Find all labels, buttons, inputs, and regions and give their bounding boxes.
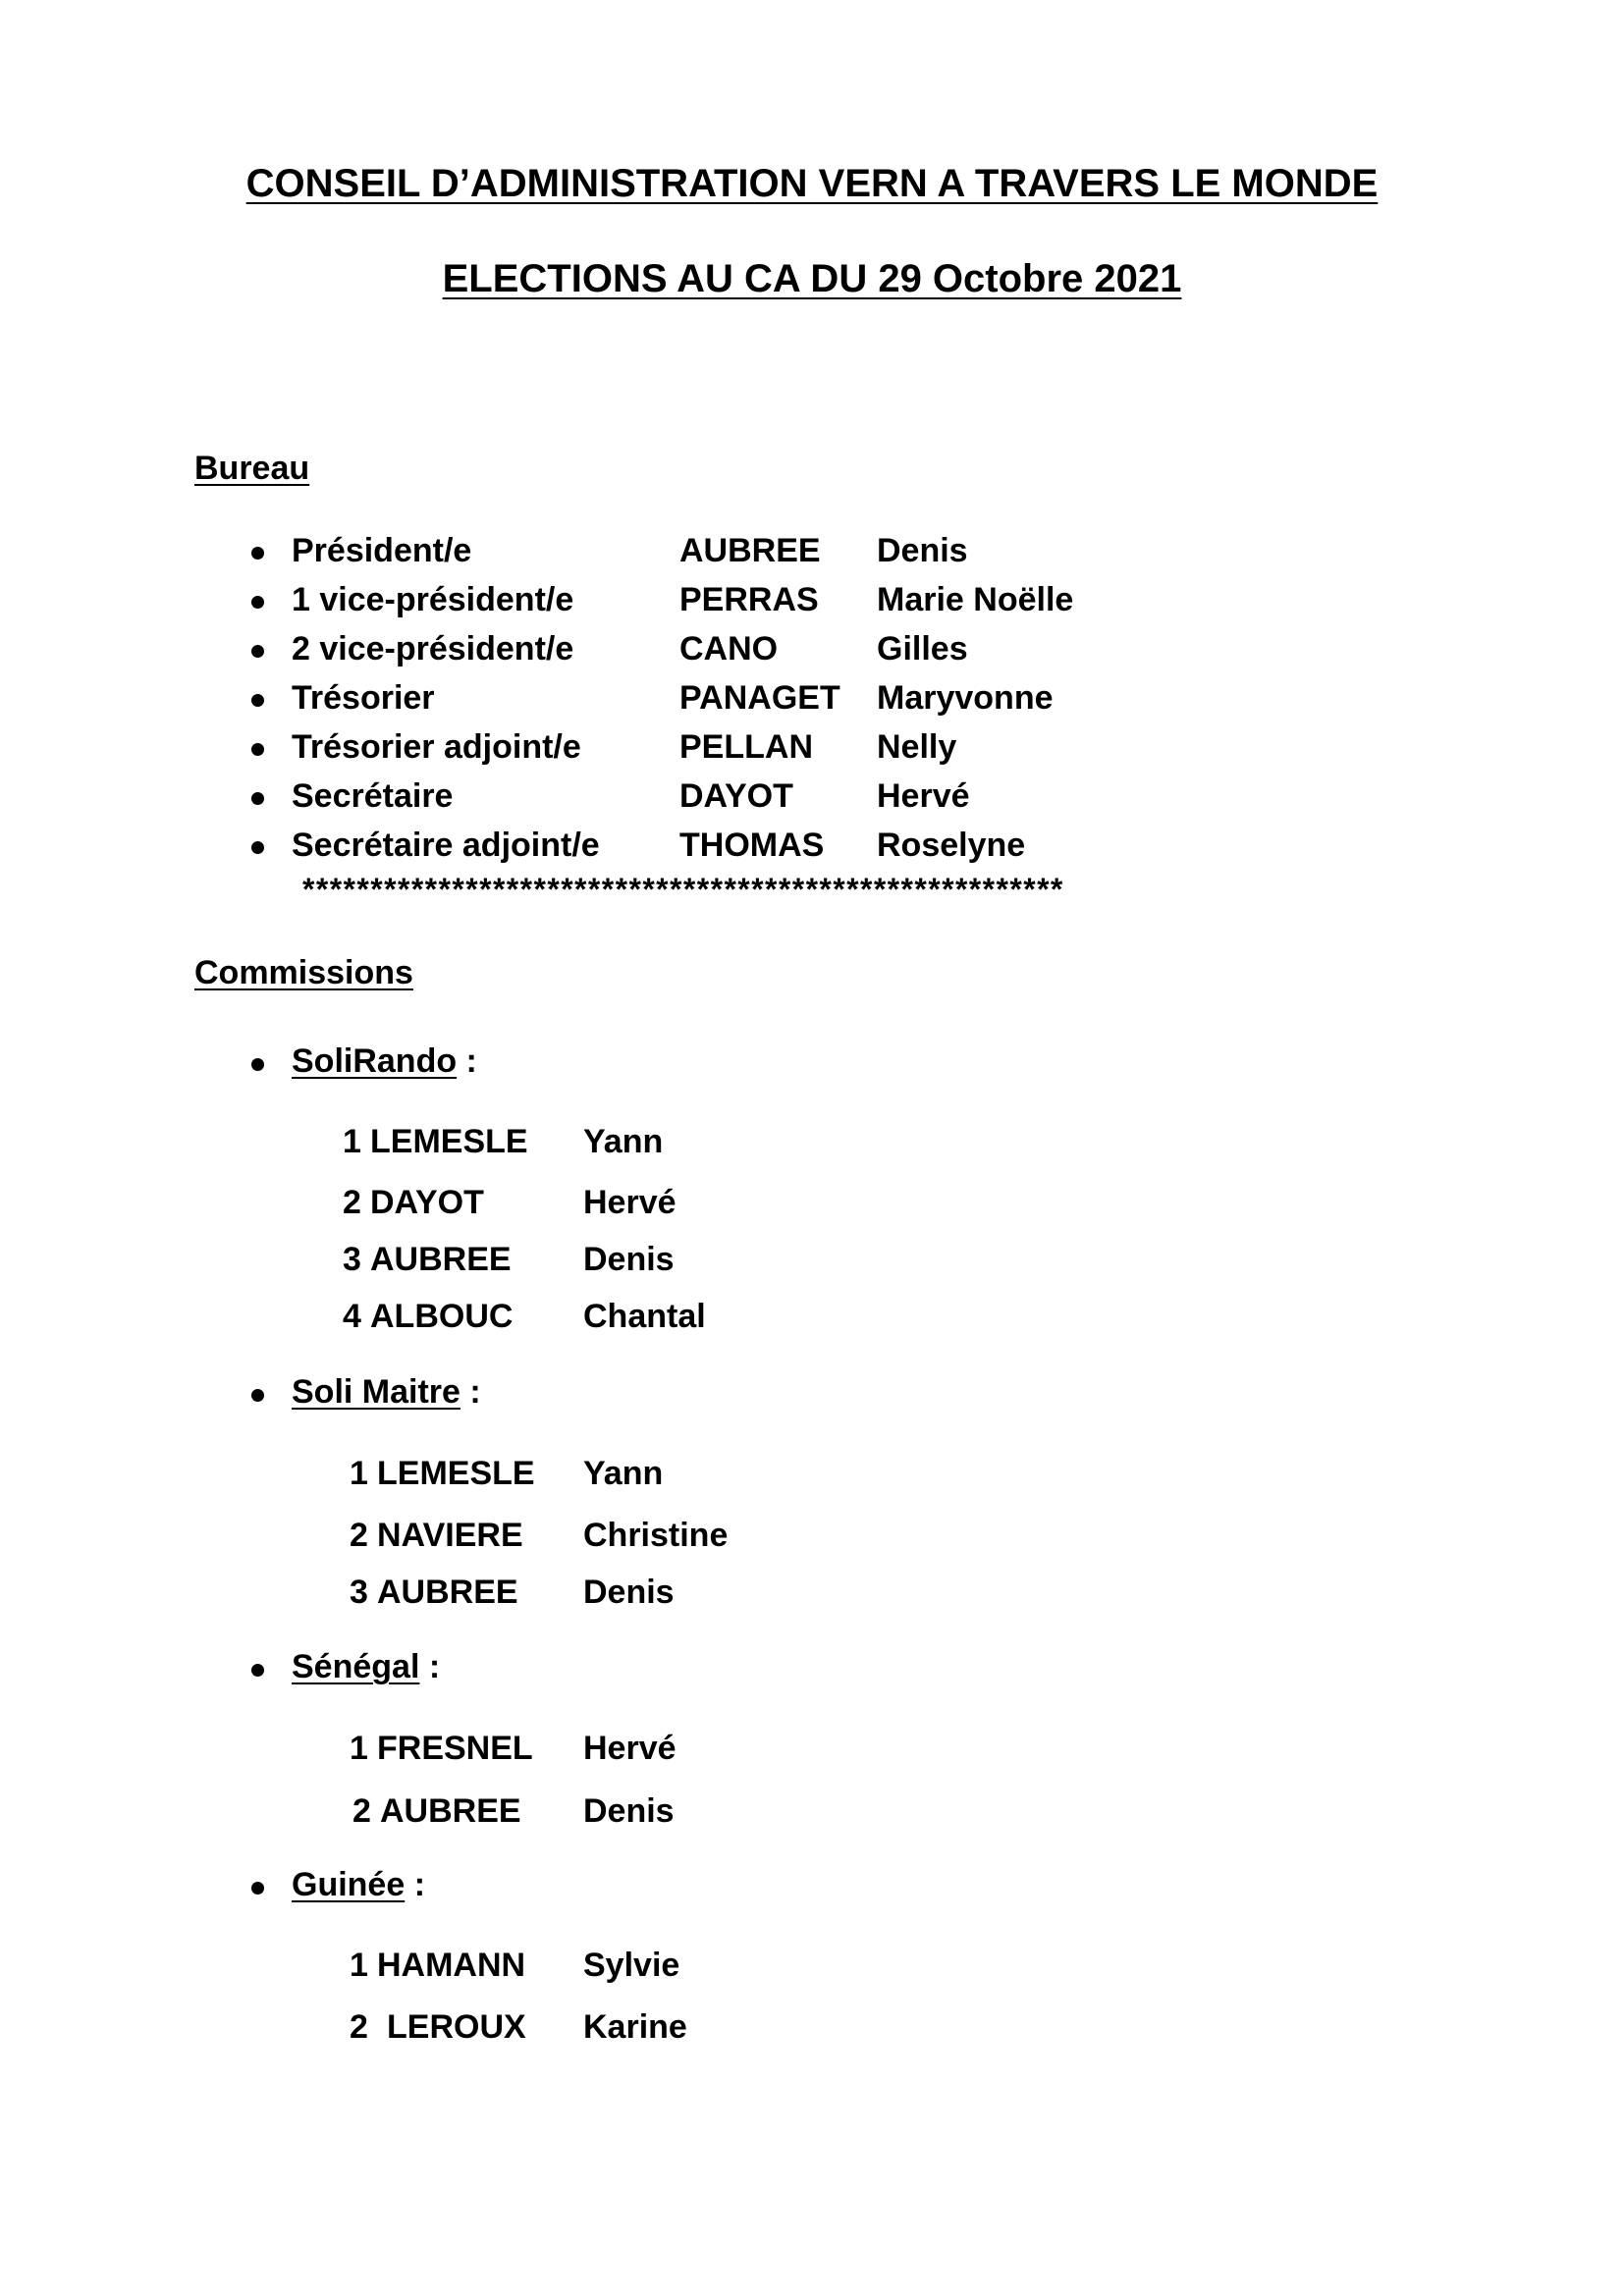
bureau-first-name: Nelly xyxy=(877,728,957,766)
member-first-name: Denis xyxy=(583,1241,675,1278)
bullet-icon xyxy=(251,1058,264,1071)
member-number: 3 xyxy=(343,1241,361,1278)
member-first-name: Yann xyxy=(583,1123,664,1160)
member-last-name: DAYOT xyxy=(370,1184,484,1221)
member-last-name: ALBOUC xyxy=(370,1298,514,1335)
member-last-name: HAMANN xyxy=(377,1947,526,1984)
commission-name xyxy=(292,1373,481,1412)
bullet-icon xyxy=(251,792,264,805)
member-first-name: Yann xyxy=(583,1455,664,1492)
bureau-role: Secrétaire xyxy=(292,777,454,815)
member-first-name: Chantal xyxy=(583,1298,706,1335)
member-first-name: Hervé xyxy=(583,1730,677,1767)
bureau-last-name: CANO xyxy=(679,630,779,667)
bureau-last-name: THOMAS xyxy=(679,827,825,864)
member-first-name: Sylvie xyxy=(583,1947,680,1984)
commission-title: Soli Maitre xyxy=(292,1373,460,1411)
separator-line: ******************************************************** xyxy=(302,872,1064,907)
commission-title: SoliRando xyxy=(292,1042,458,1080)
member-number: 1 xyxy=(350,1730,368,1767)
bullet-icon xyxy=(251,645,264,658)
commission-colon: : xyxy=(405,1866,426,1903)
member-number: 2 xyxy=(352,1792,371,1830)
member-last-name: LEMESLE xyxy=(377,1455,535,1492)
commission-name xyxy=(292,1042,477,1081)
commissions-heading: Commissions xyxy=(194,954,413,991)
member-number: 4 xyxy=(343,1298,361,1335)
member-last-name: AUBREE xyxy=(370,1241,512,1278)
bureau-role: Trésorier adjoint/e xyxy=(292,728,581,766)
bureau-first-name: Maryvonne xyxy=(877,679,1054,717)
member-number: 3 xyxy=(350,1574,368,1611)
bureau-first-name: Roselyne xyxy=(877,827,1026,864)
document-subtitle: ELECTIONS AU CA DU 29 Octobre 2021 xyxy=(442,257,1182,300)
bureau-role: Secrétaire adjoint/e xyxy=(292,827,600,864)
bullet-icon xyxy=(251,1882,264,1895)
bureau-heading: Bureau xyxy=(194,450,310,487)
bureau-role: Trésorier xyxy=(292,679,435,717)
bureau-first-name: Marie Noëlle xyxy=(877,581,1074,618)
member-last-name: FRESNEL xyxy=(377,1730,533,1767)
bureau-last-name: DAYOT xyxy=(679,777,793,815)
member-number: 2 xyxy=(350,2008,368,2046)
bureau-last-name: PANAGET xyxy=(679,679,840,717)
bullet-icon xyxy=(251,694,264,707)
bureau-last-name: PERRAS xyxy=(679,581,819,618)
bureau-first-name: Gilles xyxy=(877,630,968,667)
member-last-name: AUBREE xyxy=(380,1792,521,1830)
bureau-first-name: Denis xyxy=(877,532,968,569)
bureau-first-name: Hervé xyxy=(877,777,970,815)
member-last-name: AUBREE xyxy=(377,1574,518,1611)
bullet-icon xyxy=(251,547,264,560)
bureau-role: 1 vice-président/e xyxy=(292,581,574,618)
bureau-role: Président/e xyxy=(292,532,472,569)
member-number: 1 xyxy=(343,1123,361,1160)
bureau-role: 2 vice-président/e xyxy=(292,630,574,667)
member-number: 2 xyxy=(343,1184,361,1221)
member-first-name: Karine xyxy=(583,2008,687,2046)
bullet-icon xyxy=(251,841,264,854)
commission-title: Sénégal xyxy=(292,1648,420,1685)
member-first-name: Denis xyxy=(583,1574,675,1611)
member-first-name: Christine xyxy=(583,1517,729,1554)
member-last-name: NAVIERE xyxy=(377,1517,523,1554)
bureau-last-name: PELLAN xyxy=(679,728,813,766)
commission-title: Guinée xyxy=(292,1866,406,1903)
commission-colon: : xyxy=(419,1648,441,1685)
member-last-name: LEROUX xyxy=(387,2008,526,2046)
bullet-icon xyxy=(251,1664,264,1677)
member-first-name: Denis xyxy=(583,1792,675,1830)
member-number: 2 xyxy=(350,1517,368,1554)
bullet-icon xyxy=(251,743,264,756)
member-number: 1 xyxy=(350,1455,368,1492)
commission-name xyxy=(292,1648,440,1686)
commission-colon: : xyxy=(457,1042,477,1080)
commission-name xyxy=(292,1866,425,1904)
bullet-icon xyxy=(251,596,264,609)
commission-colon: : xyxy=(460,1373,481,1411)
member-number: 1 xyxy=(350,1947,368,1984)
document-title: CONSEIL D’ADMINISTRATION VERN A TRAVERS LE MONDE xyxy=(245,162,1379,205)
member-last-name: LEMESLE xyxy=(370,1123,528,1160)
bureau-last-name: AUBREE xyxy=(679,532,821,569)
bullet-icon xyxy=(251,1389,264,1402)
member-first-name: Hervé xyxy=(583,1184,677,1221)
